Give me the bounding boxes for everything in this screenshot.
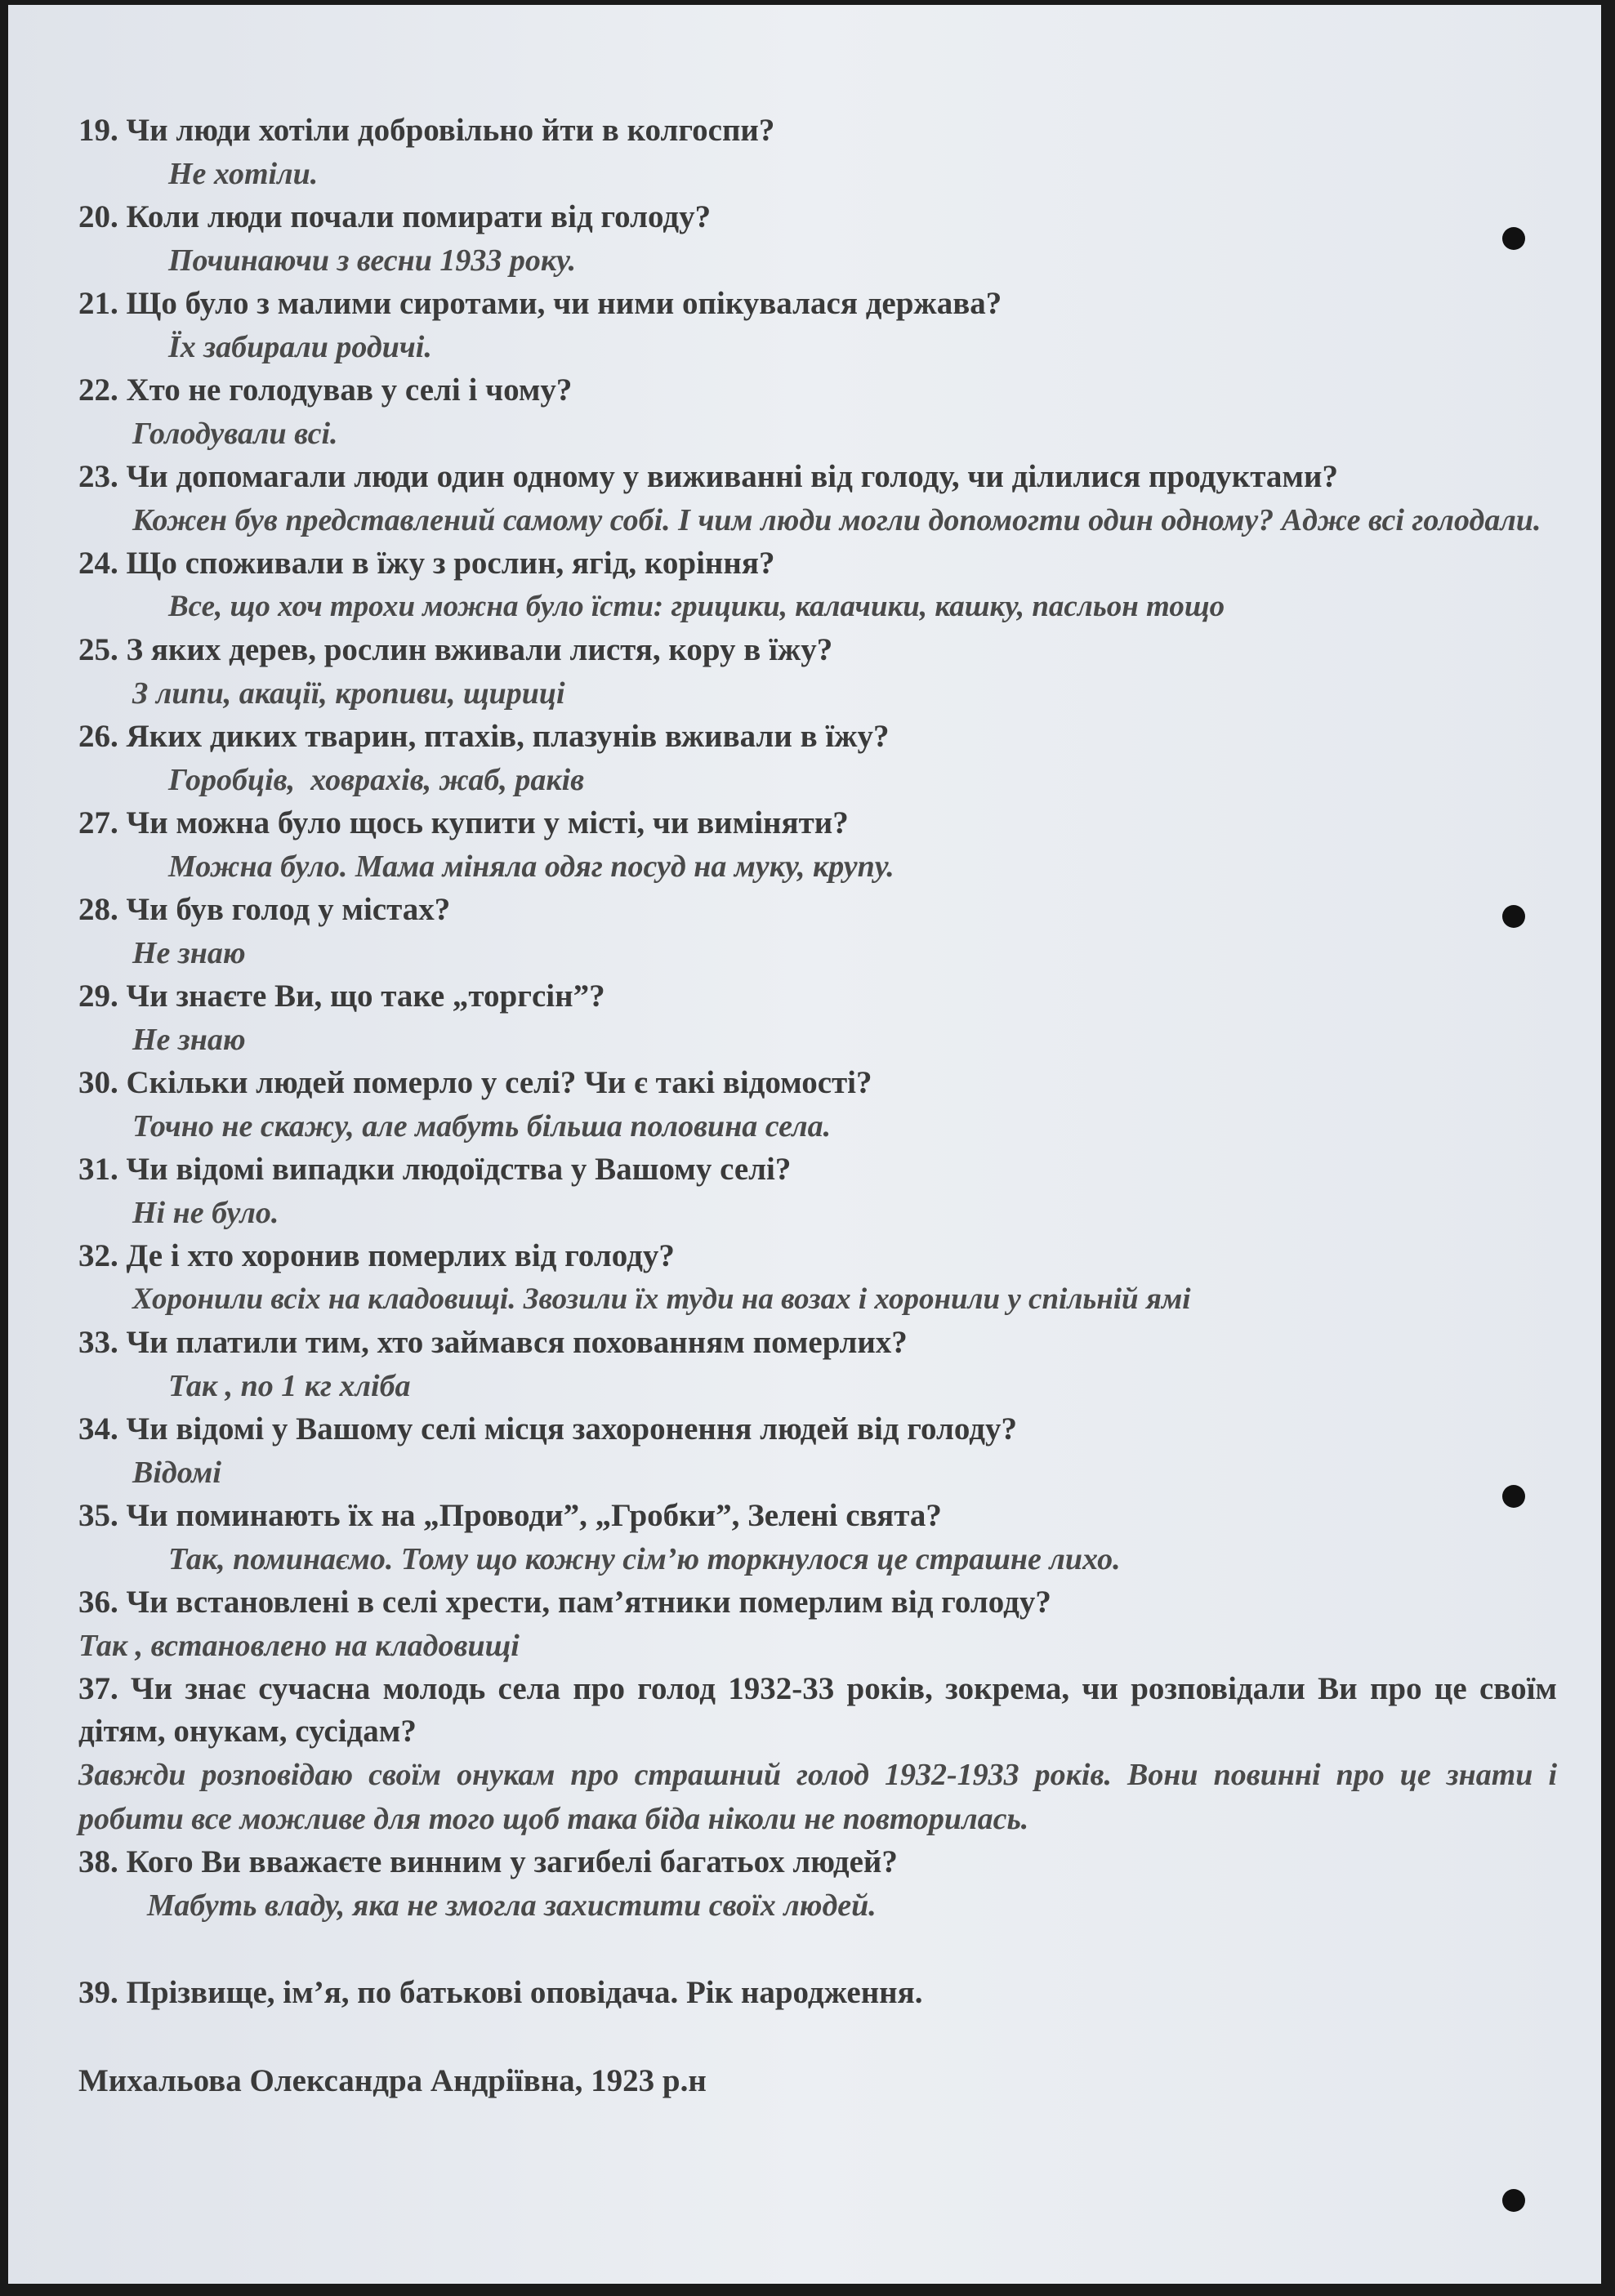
question-28: 28. Чи був голод у містах? <box>78 892 451 927</box>
answer-26: Горобців, ховрахів, жаб, раків <box>168 763 585 797</box>
question-19: 19. Чи люди хотіли добровільно йти в колгоспи? <box>78 113 775 148</box>
answer-21: Їх забирали родичі. <box>168 330 432 364</box>
question-38: 38. Кого Ви вважаєте винним у загибелі багатьох людей? <box>78 1844 898 1879</box>
answer-34: Відомі <box>132 1456 221 1490</box>
question-23: 23. Чи допомагали люди один одному у виживанні від голоду, чи ділилися продуктами? <box>78 459 1338 494</box>
answer-30: Точно не скажу, але мабуть більша половина села. <box>132 1109 832 1144</box>
answer-25: З липи, акації, кропиви, щириці <box>132 676 565 711</box>
questionnaire <box>78 109 1557 2102</box>
question-30: 30. Скільки людей померло у селі? Чи є такі відомості? <box>78 1065 872 1100</box>
answer-35: Так, поминаємо. Тому що кожну сім’ю торкнулося це страшне лихо. <box>168 1542 1121 1576</box>
question-22: 22. Хто не голодував у селі і чому? <box>78 372 573 408</box>
answer-22: Голодували всі. <box>132 417 338 451</box>
answer-36: Так , встановлено на кладовищі <box>78 1629 520 1663</box>
question-35: 35. Чи поминають їх на „Проводи”, „Гробки”, Зелені свята? <box>78 1498 942 1533</box>
answer-32: Хоронили всіх на кладовищі. Звозили їх туди на возах і хоронили у спільній ямі <box>132 1282 1191 1316</box>
narrator-name: Михальова Олександра Андріївна, 1923 р.н <box>78 2063 707 2098</box>
document-page <box>8 5 1601 2284</box>
question-27: 27. Чи можна було щось купити у місті, чи виміняти? <box>78 805 849 840</box>
answer-19: Не хотіли. <box>168 157 319 191</box>
question-20: 20. Коли люди почали помирати від голоду? <box>78 199 712 234</box>
question-33: 33. Чи платили тим, хто займався похованням померлих? <box>78 1325 908 1360</box>
question-36: 36. Чи встановлені в селі хрести, пам’ятники померлим від голоду? <box>78 1585 1051 1620</box>
answer-27: Можна було. Мама міняла одяг посуд на муку, крупу. <box>168 849 894 884</box>
answer-20: Починаючи з весни 1933 року. <box>168 243 577 278</box>
question-32: 32. Де і хто хоронив померлих від голоду? <box>78 1238 675 1273</box>
question-31: 31. Чи відомі випадки людоїдства у Вашому селі? <box>78 1152 792 1187</box>
question-24: 24. Що споживали в їжу з рослин, ягід, коріння? <box>78 546 775 581</box>
answer-37: Завжди розповідаю своїм онукам про страшний голод 1932-1933 років. Вони повинні про це знати і робити все можливе для того щоб така біда ніколи не повторилась. <box>78 1758 1557 1836</box>
answer-23: Кожен був представлений самому собі. І чим люди могли допомогти один одному? Адже всі голодали. <box>132 503 1541 537</box>
question-29: 29. Чи знаєте Ви, що таке „торгсін”? <box>78 979 605 1014</box>
question-25: 25. З яких дерев, рослин вживали листя, кору в їжу? <box>78 632 833 667</box>
question-39: 39. Прізвище, ім’я, по батькові оповідача. Рік народження. <box>78 1975 923 2010</box>
answer-33: Так , по 1 кг хліба <box>168 1369 411 1403</box>
answer-29: Не знаю <box>132 1023 246 1057</box>
question-21: 21. Що було з малими сиротами, чи ними опікувалася держава? <box>78 286 1002 321</box>
answer-38: Мабуть владу, яка не змогла захистити своїх людей. <box>147 1888 877 1923</box>
question-37: 37. Чи знає сучасна молодь села про голод 1932-33 років, зокрема, чи розповідали Ви про це своїм дітям, онукам, сусідам? <box>78 1671 1557 1749</box>
answer-28: Не знаю <box>132 936 246 970</box>
punch-hole-4 <box>1502 2189 1525 2212</box>
answer-31: Ні не було. <box>132 1196 279 1230</box>
question-26: 26. Яких диких тварин, птахів, плазунів вживали в їжу? <box>78 719 890 754</box>
question-34: 34. Чи відомі у Вашому селі місця захоронення людей від голоду? <box>78 1411 1017 1447</box>
answer-24: Все, що хоч трохи можна було їсти: грицики, калачики, кашку, пасльон тощо <box>168 590 1225 623</box>
